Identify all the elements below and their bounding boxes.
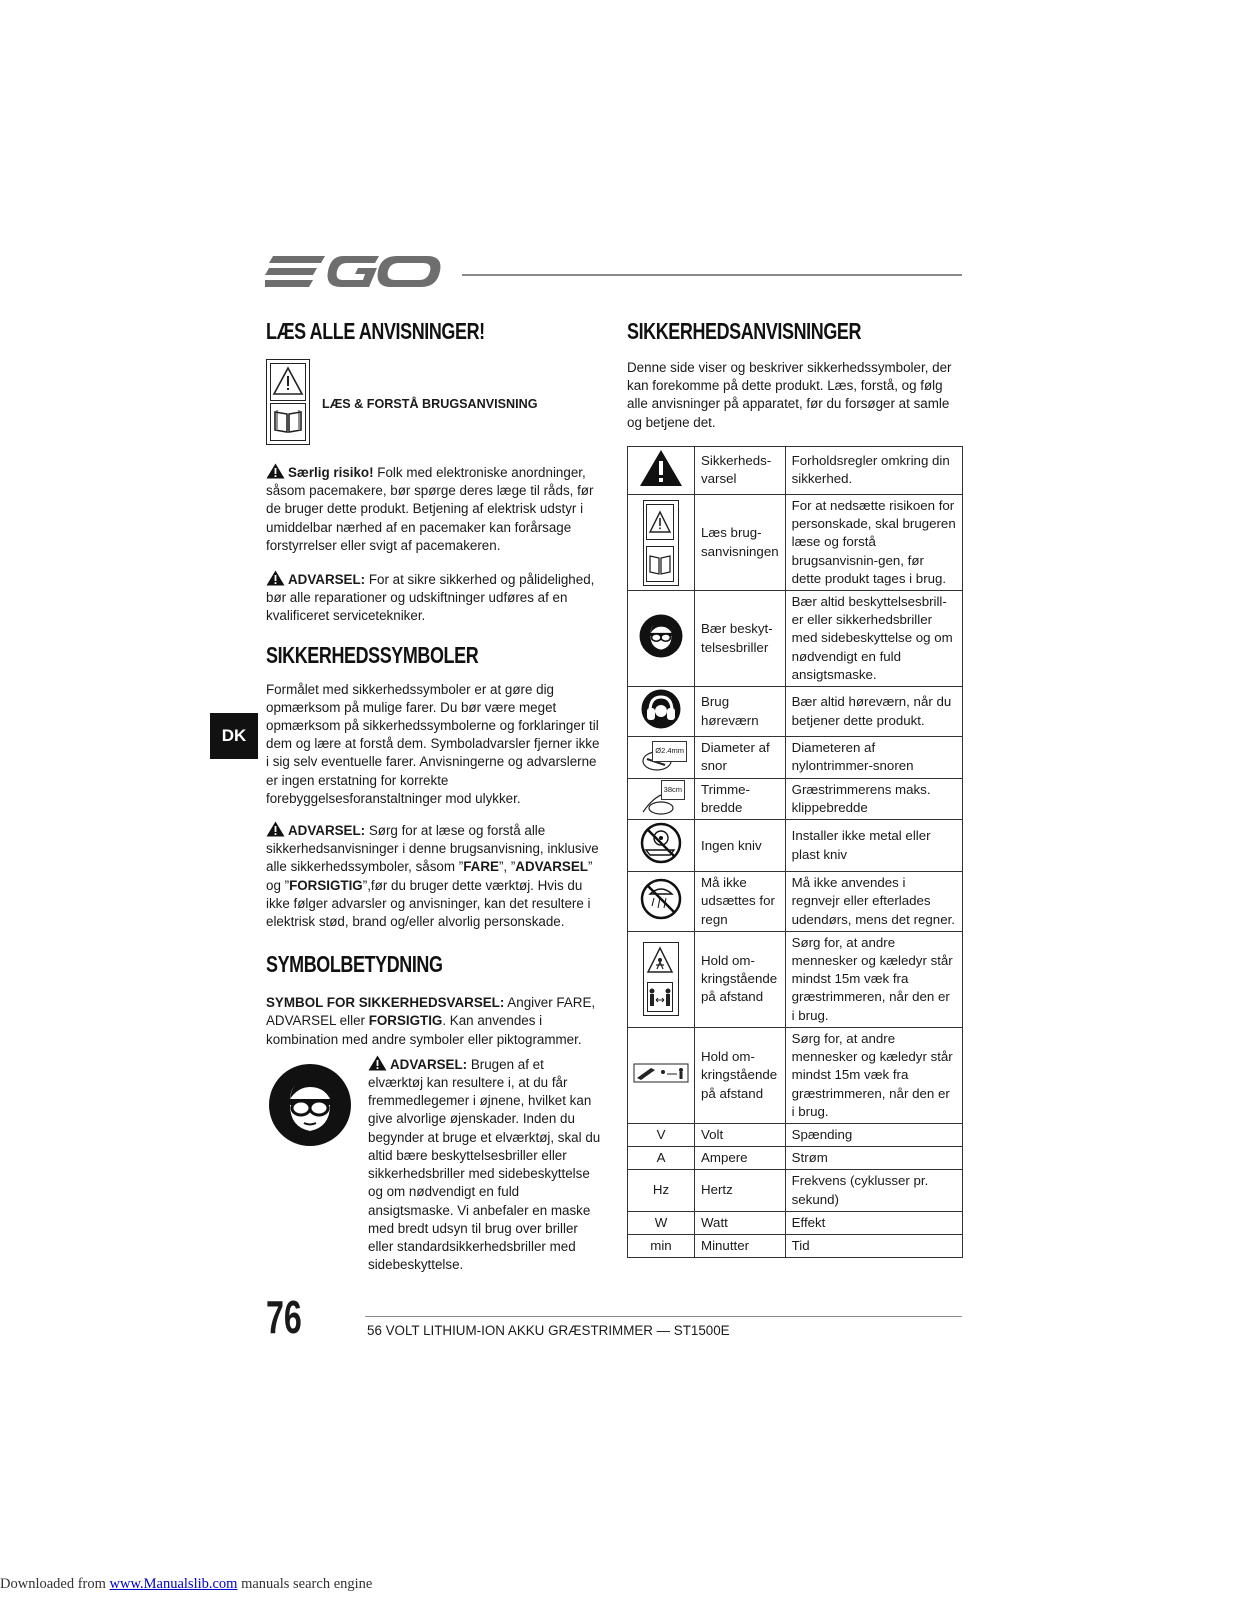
symbol-text: Angiver FARE, ADVARSEL eller xyxy=(266,995,596,1029)
table-row xyxy=(628,495,963,591)
symbol-name: Hold om-kringstående på afstand xyxy=(695,1027,786,1123)
table-row xyxy=(628,737,963,778)
warning-triangle-icon xyxy=(266,570,285,586)
symbol-name: Bær beskyt-telsesbriller xyxy=(695,591,786,687)
warning-lead: ADVARSEL: xyxy=(390,1056,468,1072)
table-row xyxy=(628,872,963,932)
symbol-description: Diameteren af nylontrimmer-snoren xyxy=(785,737,962,778)
symbol-table xyxy=(627,446,963,1258)
unit-symbol: Hz xyxy=(628,1170,695,1211)
advarsel-word: ADVARSEL xyxy=(515,859,588,875)
trim-width-icon xyxy=(639,782,683,816)
no-blade-icon xyxy=(640,822,682,864)
line-diameter-tag: Ø2.4mm xyxy=(652,741,687,761)
special-risk-lead: Særlig risiko! xyxy=(288,465,374,480)
warning-triangle-icon xyxy=(639,449,683,487)
symbol-description: Forholdsregler omkring din sikkerhed. xyxy=(785,446,962,494)
manualslib-link[interactable]: www.Manualslib.com xyxy=(109,1576,238,1592)
safety-glasses-icon xyxy=(268,1063,352,1147)
table-row xyxy=(628,778,963,819)
symbol-description: Må ikke anvendes i regnvejr eller efterlades udendørs, mens det regner. xyxy=(785,872,962,932)
keep-distance-15m-icon xyxy=(633,1058,689,1088)
symbol-description: Bær altid beskyttelsesbrill-er eller sikkerhedsbriller med sidebeskyttelse og om nødvendigt en fuld ansigtsmaske. xyxy=(785,591,962,687)
symbol-text: . Kan anvendes i kombination med andre symboler eller piktogrammer. xyxy=(266,1013,582,1047)
symbol-name: Må ikke udsættes for regn xyxy=(695,872,786,932)
special-risk-text: Folk med elektroniske anordninger, såsom pacemakere, bør spørge deres læge til råds, før de bruger dette produkt. Betjening af elektrisk udstyr i umiddelbar nærhed af en pacemaker kan forårsage forstyrrelser eller svigt af pacemakeren. xyxy=(266,465,594,553)
symbol-name: Hertz xyxy=(695,1170,786,1211)
symbol-description: Installer ikke metal eller plast kniv xyxy=(785,820,962,872)
unit-symbol: W xyxy=(628,1211,695,1234)
symbol-name: Hold om-kringstående på afstand xyxy=(695,931,786,1027)
table-row xyxy=(628,820,963,872)
symbol-description: Strøm xyxy=(785,1147,962,1170)
warning-lead: ADVARSEL: xyxy=(288,823,366,839)
unit-symbol: A xyxy=(628,1147,695,1170)
read-manual-label: LÆS & FORSTÅ BRUGSANVISNING xyxy=(322,397,538,411)
symbol-description: Frekvens (cyklusser pr. sekund) xyxy=(785,1170,962,1211)
symbol-description: Bær altid høreværn, når du betjener dette produkt. xyxy=(785,687,962,737)
unit-symbol: V xyxy=(628,1123,695,1146)
symbol-name: Minutter xyxy=(695,1234,786,1257)
language-tab: DK xyxy=(210,713,258,759)
table-row xyxy=(628,1211,963,1234)
eye-warning-paragraph xyxy=(368,1055,601,1274)
no-rain-icon xyxy=(640,878,682,920)
table-row xyxy=(628,1234,963,1257)
symbol-lead: SYMBOL FOR SIKKERHEDSVARSEL: xyxy=(266,995,505,1011)
symbol-name: Diameter af snor xyxy=(695,737,786,778)
footer-rule xyxy=(365,1316,962,1317)
line-diameter-icon xyxy=(639,741,683,773)
safety-instructions-intro: Denne side viser og beskriver sikkerhedssymboler, der kan forekomme på dette produkt. Læs, forstå, og følg alle anvisninger på apparatet, før du forsøger at samle og betjene det. xyxy=(627,360,952,430)
section-title-symbol-meaning: SYMBOLBETYDNING xyxy=(266,951,443,978)
symbol-name: Sikkerheds-varsel xyxy=(695,446,786,494)
read-manual-icon xyxy=(643,500,679,586)
left-column xyxy=(266,318,601,1274)
table-row xyxy=(628,931,963,1027)
symbol-description: Sørg for, at andre mennesker og kæledyr står mindst 15m væk fra græstrimmeren, når den er i brug. xyxy=(785,1027,962,1123)
warning-repairs-paragraph xyxy=(266,570,601,626)
symbol-description: For at nedsætte risikoen for personskade, skal brugeren læse og forstå brugsanvisnin-gen, før dette produkt tages i brug. xyxy=(785,495,962,591)
table-row xyxy=(628,591,963,687)
forsigtig-word: FORSIGTIG xyxy=(289,877,363,893)
symbol-meaning-paragraph xyxy=(266,994,601,1049)
warning-read-paragraph xyxy=(266,821,601,931)
symbol-name: Trimme-bredde xyxy=(695,778,786,819)
read-manual-icon xyxy=(266,359,310,445)
warning-text: ”, ” xyxy=(498,859,516,875)
table-row xyxy=(628,1123,963,1146)
symbol-name: Ingen kniv xyxy=(695,820,786,872)
trim-width-tag: 38cm xyxy=(661,780,685,800)
symbol-description: Græstrimmerens maks. klippebredde xyxy=(785,778,962,819)
table-row xyxy=(628,1027,963,1123)
special-risk-paragraph xyxy=(266,463,601,555)
table-row xyxy=(628,1147,963,1170)
forsigtig-word: FORSIGTIG xyxy=(368,1013,443,1029)
warning-repairs-text: For at sikre sikkerhed og pålidelighed, bør alle reparationer og udskiftninger udføres af en kvalificeret servicetekniker. xyxy=(266,572,595,624)
right-column xyxy=(627,318,957,1258)
table-row xyxy=(628,446,963,494)
keep-distance-icon xyxy=(643,942,679,1016)
download-suffix: manuals search engine xyxy=(237,1576,373,1592)
section-title-read-all: LÆS ALLE ANVISNINGER! xyxy=(266,318,485,344)
symbol-description: Spænding xyxy=(785,1123,962,1146)
header-rule xyxy=(462,274,962,276)
safety-symbols-paragraph: Formålet med sikkerhedssymboler er at gøre dig opmærksom på mulige farer. Du bør være meget opmærksom på sikkerhedssymbolerne og forklaringer til dem og lære at forstå dem. Symboladvarsler fjerner ikke i sig selv eventuelle farer. Anvisningerne og advarslerne er ingen erstatning for korrekte forebyggelsesforanstaltninger mod ulykker. xyxy=(266,681,600,806)
symbol-name: Watt xyxy=(695,1211,786,1234)
symbol-name: Brug høreværn xyxy=(695,687,786,737)
symbol-description: Sørg for, at andre mennesker og kæledyr står mindst 15m væk fra græstrimmeren, når den er i brug. xyxy=(785,931,962,1027)
symbol-description: Effekt xyxy=(785,1211,962,1234)
table-row xyxy=(628,687,963,737)
eye-warning-text: Brugen af et elværktøj kan resultere i, at du får fremmedlegemer i øjnene, hvilket kan give alvorlige øjenskader. Inden du begynder at bruge et elværktøj, skal du altid bære beskyttelsesbriller eller sikkerhedsbriller med sidebeskyttelse og om nødvendigt en fuld ansigtsmaske. Vi anbefaler en maske med bredt udsyn til brug over briller eller standardsikkerhedsbriller med sidebeskyttelse. xyxy=(368,1056,601,1273)
warning-text: ” og ” xyxy=(266,859,593,893)
ear-protection-icon xyxy=(641,689,681,729)
page-number: 76 xyxy=(266,1291,302,1343)
symbol-name: Ampere xyxy=(695,1147,786,1170)
download-prefix: Downloaded from xyxy=(0,1576,110,1592)
eye-warning-block xyxy=(266,1055,601,1274)
symbol-description: Tid xyxy=(785,1234,962,1257)
warning-lead: ADVARSEL: xyxy=(288,572,366,588)
unit-symbol: min xyxy=(628,1234,695,1257)
warning-text: Sørg for at læse og forstå alle sikkerhedsanvisninger i denne brugsanvisning, inklusive alle sikkerhedssymboler, såsom ” xyxy=(266,823,599,875)
symbol-name: Volt xyxy=(695,1123,786,1146)
table-row xyxy=(628,1170,963,1211)
footer-product-title: 56 VOLT LITHIUM-ION AKKU GRÆSTRIMMER — ST1500E xyxy=(367,1323,730,1338)
download-line xyxy=(0,1576,372,1593)
ego-logo xyxy=(265,252,445,292)
section-title-safety-instructions: SIKKERHEDSANVISNINGER xyxy=(627,318,862,344)
section-title-safety-symbols: SIKKERHEDSSYMBOLER xyxy=(266,641,479,668)
symbol-name: Læs brug-sanvisningen xyxy=(695,495,786,591)
read-manual-block xyxy=(266,359,601,447)
fare-word: FARE xyxy=(463,859,499,875)
warning-triangle-icon xyxy=(368,1055,387,1071)
warning-text: ”,før du bruger dette værktøj. Hvis du ikke følger advarsler og anvisninger, kan det resultere i elektrisk stød, brand og/eller alvorlig personskade. xyxy=(266,877,591,930)
warning-triangle-icon xyxy=(266,821,285,837)
warning-triangle-icon xyxy=(266,463,285,479)
safety-glasses-icon xyxy=(639,614,683,658)
